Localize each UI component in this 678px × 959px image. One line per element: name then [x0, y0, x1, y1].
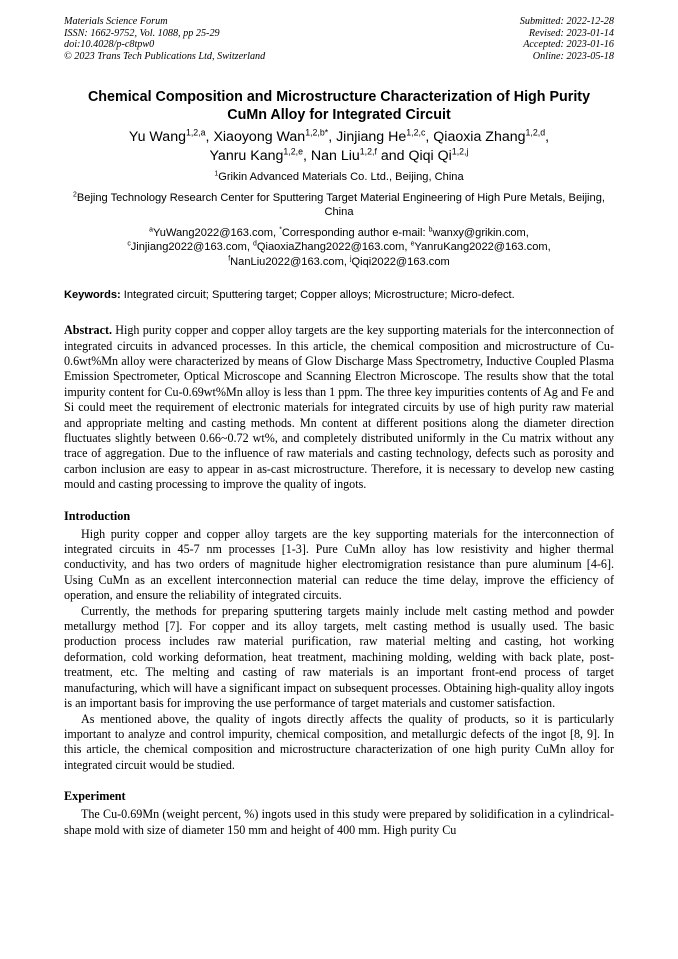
author: Xiaoyong Wan$^{1,2,b*}$,	[213, 127, 337, 145]
paper-page	[64, 16, 614, 838]
section-heading-experiment: Experiment	[64, 789, 126, 804]
author: Qiaoxia Zhang$^{1,2,d}$,	[433, 127, 550, 145]
keywords-label: Keywords:	[64, 288, 121, 301]
paragraph: The Cu-0.69Mn (weight percent, %) ingots used in this study were prepared by solidification in a cylindrical-shape mold with size of diameter 150 mm and height of 400 mm. High purity Cu	[64, 807, 614, 837]
abstract-label: Abstract.	[64, 323, 113, 338]
journal-name: Materials Science Forum	[64, 16, 168, 27]
date-submitted: Submitted: 2022-12-28	[519, 16, 614, 27]
section-heading-introduction: Introduction	[64, 508, 131, 523]
author: Yanru Kang$^{1,2,e}$,	[209, 146, 311, 164]
paragraph: High purity copper and copper alloy targets are the key supporting materials for the interconnection of integrated circuits in 45-7 nm processes [1-3]. Pure CuMn alloy has low resistivity and higher thermal conductivity, and has two orders of magnitude higher electromigration resistance than pure aluminum [4-6]. Using CuMn as an excellent interconnection material can reduce the time delay, improve the efficiency of operation, and ensure the reliability of integrated circuits.	[64, 526, 614, 603]
affiliation: $^1$Grikin Advanced Materials Co. Ltd., Beijing, China	[214, 170, 464, 183]
date-accepted: Accepted: 2023-01-16	[523, 39, 614, 50]
author-list	[64, 128, 614, 166]
journal-header	[64, 16, 614, 62]
date-revised: Revised: 2023-01-14	[528, 27, 614, 39]
author: Nan Liu$^{1,2,f}$ and	[310, 146, 409, 164]
email-line: $^f$NanLiu2022@163.com, $^j$Qiqi2022@163.com	[228, 255, 450, 268]
journal-info	[64, 16, 265, 62]
author: Yu Wang$^{1,2,a}$,	[128, 127, 214, 145]
author: Jinjiang He$^{1,2,c}$,	[336, 127, 434, 145]
keywords	[64, 288, 614, 303]
journal-copyright: © 2023 Trans Tech Publications Ltd, Switzerland	[64, 50, 266, 62]
email-line: $^c$Jinjiang2022@163.com, $^d$QiaoxiaZhang2022@163.com, $^e$YanruKang2022@163.com,	[127, 240, 551, 254]
journal-issn: ISSN: 1662-9752, Vol. 1088, pp 25-29	[64, 27, 220, 39]
author-emails	[64, 226, 614, 270]
date-online: Online: 2023-05-18	[532, 50, 614, 62]
keywords-text: Integrated circuit; Sputtering target; Copper alloys; Microstructure; Micro-defect.	[120, 288, 515, 301]
abstract-text: High purity copper and copper alloy targets are the key supporting materials for the interconnection of integrated circuits in advanced processes. In this article, the chemical composition and microstructure of Cu-0.6wt%Mn alloy were characterized by means of Glow Discharge Mass Spectrometry, Inductive Coupled Plasma Emission Spectrometer, Optical Microscope and Scanning Electron Microscope. The results show that the total impurity content for Cu-0.69wt%Mn alloy is less than 1 ppm. The three key impurities contents of Ag and Fe and Si could meet the requirement of electronic materials for integrated circuits by use of high purity raw material and appropriate melting and casting methods. Mn content at different positions along the diameter direction fluctuates slightly between 0.66~0.72 wt%, and completely distributed uniformly in the Cu matrix without any trace of aggregation. Due to the influence of raw materials and casting technology, defects such as porosity and carbon inclusion are easy to appear in as-cast microstructure. Therefore, it is necessary to develop new casting mould and casting processing to improve the quality of ingots.	[64, 323, 614, 492]
journal-doi: doi:10.4028/p-c8tpw0	[64, 39, 155, 50]
email-line: $^a$YuWang2022@163.com, *Corresponding author e-mail: $^b$wanxy@grikin.com,	[149, 226, 529, 239]
paragraph: As mentioned above, the quality of ingots directly affects the quality of products, so it is particularly important to analyze and control impurity, chemical composition, and metallurgic defects of the ingot [8, 9]. In this article, the chemical composition and microstructure characterization of one high purity CuMn alloy for integrated circuit would be studied.	[64, 711, 614, 772]
paper-title: Chemical Composition and Microstructure Characterization of High Purity CuMn Alloy for Integrated Circuit	[87, 89, 591, 123]
affiliation: $^2$Bejing Technology Research Center for Sputtering Target Material Engineering of High Pure Metals, Beijing, China	[73, 190, 605, 219]
submission-dates	[520, 16, 614, 62]
paragraph: Currently, the methods for preparing sputtering targets mainly include melt casting method and powder metallurgy method [7]. For copper and its alloy targets, melt casting method is usually used. The basic production process includes raw material purification, raw material melting and casting, hot working deformation, cold working deformation, heat treatment, machining molding, welding with back plate, post-treatment, etc. The melting and casting of raw materials is an important front-end process of target manufacturing, which will have a significant impact on subsequent processes. Obtaining high-quality alloy ingots is an important basis for improving the use performance of target materials and customer satisfaction.	[64, 603, 614, 711]
abstract	[64, 323, 614, 492]
author: Qiqi Qi$^{1,2,j}$	[408, 146, 469, 164]
